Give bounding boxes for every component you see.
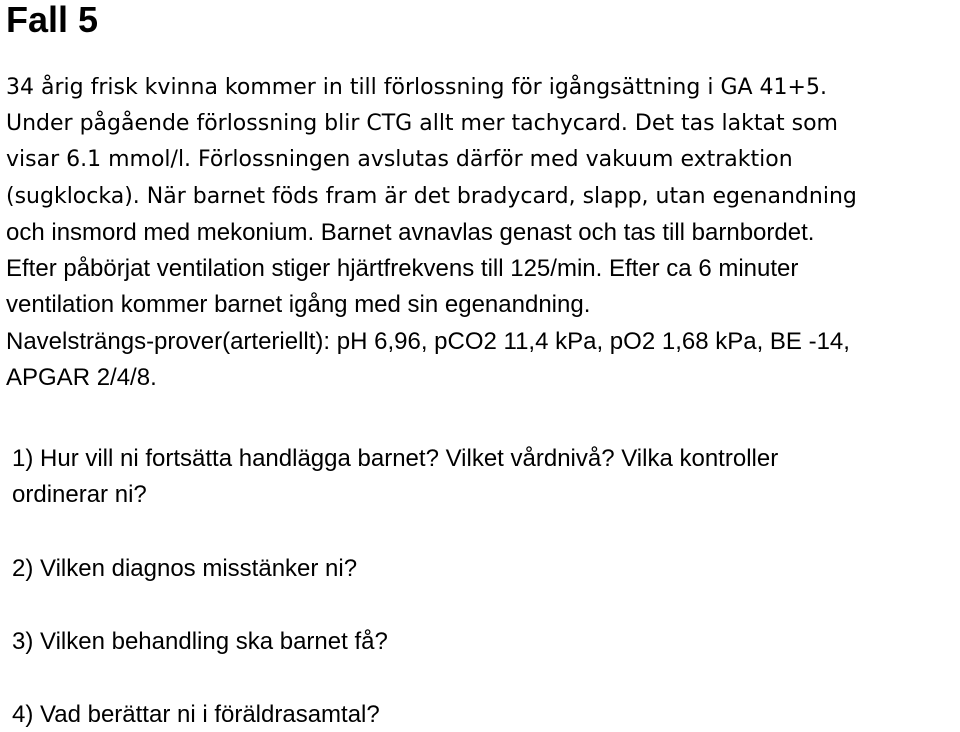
question-1-line-1: 1) Hur vill ni fortsätta handlägga barnet? Vilket vårdnivå? Vilka kontroller: [12, 445, 779, 472]
case-line-5: och insmord med mekonium. Barnet avnavlas genast och tas till barnbordet.: [6, 219, 815, 246]
case-line-1: 34 årig frisk kvinna kommer in till förlossning för igångsättning i GA 41+5.: [6, 75, 827, 100]
case-line-6: Efter påbörjat ventilation stiger hjärtfrekvens till 125/min. Efter ca 6 minuter: [6, 255, 799, 282]
case-line-3: visar 6.1 mmol/l. Förlossningen avslutas därför med vakuum extraktion: [6, 147, 793, 172]
case-line-4: (sugklocka). När barnet föds fram är det bradycard, slapp, utan egenandning: [6, 184, 857, 209]
case-line-9: APGAR 2/4/8.: [6, 364, 157, 391]
case-line-7: ventilation kommer barnet igång med sin egenandning.: [6, 291, 591, 318]
question-2: 2) Vilken diagnos misstänker ni?: [12, 555, 358, 582]
question-4: 4) Vad berättar ni i föräldrasamtal?: [12, 701, 380, 728]
case-line-2: Under pågående förlossning blir CTG allt mer tachycard. Det tas laktat som: [6, 111, 838, 136]
question-3: 3) Vilken behandling ska barnet få?: [12, 628, 388, 655]
question-1-line-2: ordinerar ni?: [12, 481, 147, 508]
slide-title: Fall 5: [6, 0, 99, 40]
case-line-8: Navelsträngs-prover(arteriellt): pH 6,96, pCO2 11,4 kPa, pO2 1,68 kPa, BE -14,: [6, 328, 850, 355]
